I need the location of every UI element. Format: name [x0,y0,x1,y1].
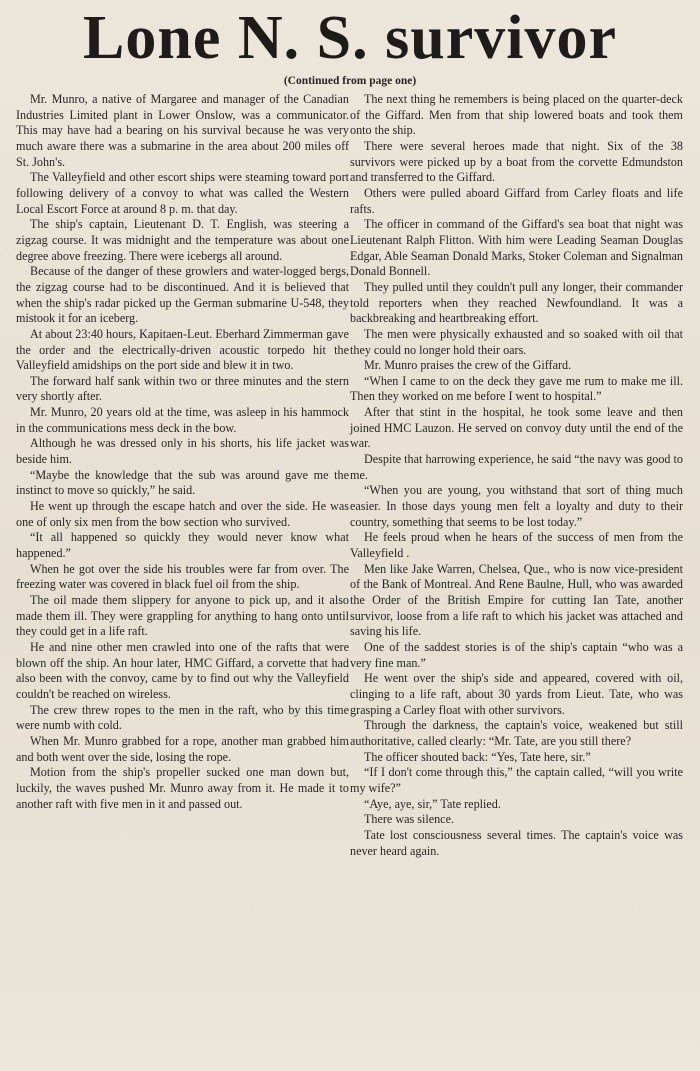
paragraph: The ship's captain, Lieutenant D. T. English, was steering a zigzag course. It was midnight and the temperature was about one degree above freezing. There were icebergs all around. [16,217,349,263]
paragraph: The forward half sank within two or three minutes and the stern very shortly after. [16,373,349,404]
paragraph: The Valleyfield and other escort ships were steaming toward port following delivery of a convoy to what was called the Western Local Escort Force at around 8 p. m. that day. [16,170,349,216]
paragraph: Because of the danger of these growlers and water-logged bergs, the zigzag course had to be discontinued. And it is believed that when the ship's radar picked up the German submarine U-548, they mistook it for an iceberg. [16,264,349,326]
paragraph: When Mr. Munro grabbed for a rope, another man grabbed him and both went over the side, losing the rope. [16,733,349,764]
paragraph: “If I don't come through this,” the captain called, “will you write my wife?” [350,765,683,795]
continued-note: (Continued from page one) [283,75,417,87]
paragraph: “Aye, aye, sir,” Tate replied. [364,796,501,811]
paragraph: After that stint in the hospital, he took some leave and then joined HMC Lauzon. He served on convoy duty until the end of the war. [350,405,683,451]
paragraph: Motion from the ship's propeller sucked one man down but, luckily, the waves pushed Mr. Munro away from it. He made it to another raft with five men in it and passed out. [16,765,349,811]
paragraph: Although he was dressed only in his shorts, his life jacket was beside him. [16,436,349,467]
paragraph: Tate lost consciousness several times. The captain's voice was never heard again. [350,827,683,858]
paragraph: The next thing he remembers is being placed on the quarter-deck of the Giffard. Men from that ship lowered boats and took them onto the ship. [350,92,683,138]
paragraph: The crew threw ropes to the men in the raft, who by this time were numb with cold. [16,702,349,733]
paragraph: Mr. Munro, 20 years old at the time, was asleep in his hammock in the communications mess deck in the bow. [16,405,349,435]
paragraph: The officer shouted back: “Yes, Tate here, sir.” [364,749,591,764]
paragraph: Others were pulled aboard Giffard from Carley floats and life rafts. [350,185,683,216]
paragraph: “When you are young, you withstand that sort of thing much easier. In those days young men felt a loyalty and duty to their country, something that seems to be lost today.” [350,483,683,529]
paragraph: The men were physically exhausted and so soaked with oil that they could no longer hold their oars. [350,326,683,357]
article-column-right [350,92,683,859]
paragraph: Men like Jake Warren, Chelsea, Que., who is now vice-president of the Bank of Montreal. And Rene Baulne, Hull, who was awarded the Order of the British Empire for cutting Ian Tate, another survivor, loose from a life raft to which his jacket was attached and saving his life. [350,561,683,639]
paragraph: He went up through the escape hatch and over the side. He was one of only six men from the bow section who survived. [16,499,349,529]
paragraph: “It all happened so quickly they would never know what happened.” [16,530,349,561]
paragraph: At about 23:40 hours, Kapitaen-Leut. Eberhard Zimmerman gave the order and the electrically-driven acoustic torpedo hit the Valleyfield amidships on the port side and blew it in two. [16,326,349,373]
paragraph: Mr. Munro praises the crew of the Giffard. [364,358,572,373]
paragraph: “Maybe the knowledge that the sub was around gave me the instinct to move so quickly,” he said. [16,467,349,498]
paragraph: Despite that harrowing experience, he said “the navy was good to me. [350,452,683,482]
paragraph: When he got over the side his troubles were far from over. The freezing water was covered in black fuel oil from the ship. [16,561,349,592]
paragraph: He and nine other men crawled into one of the rafts that were blown off the ship. An hour later, HMC Giffard, a corvette that had also been with the convoy, came by to find out why the Valleyfield couldn't be reached on wireless. [16,639,349,701]
paragraph: There were several heroes made that night. Six of the 38 survivors were picked up by a boat from the corvette Edmundston and transferred to the Giffard. [350,138,683,185]
paragraph: The oil made them slippery for anyone to pick up, and it also made them ill. They were grappling for anything to hang onto until they could get in a life raft. [16,593,349,639]
paragraph: He went over the ship's side and appeared, covered with oil, clinging to a life raft, about 30 yards from Lieut. Tate, who was grasping a Carley float with other survivors. [350,671,683,717]
article-column-left [16,92,349,812]
paragraph: Mr. Munro, a native of Margaree and manager of the Canadian Industries Limited plant in Lower Onslow, was a communicator. This may have had a bearing on his survival because he was very much aware there was a submarine in the area about 200 miles off St. John's. [16,92,349,169]
paragraph: “When I came to on the deck they gave me rum to make me ill. Then they worked on me before I went to hospital.” [350,373,683,404]
paragraph: Through the darkness, the captain's voice, weakened but still authoritative, called clearly: “Mr. Tate, are you still there? [350,718,683,748]
paragraph: The officer in command of the Giffard's sea boat that night was Lieutenant Ralph Flitton. With him were Leading Seaman Douglas Edgar, Able Seaman Donald Marks, Stoker Coleman and Signalman Donald Bonnell. [350,217,683,279]
paragraph: There was silence. [364,812,454,827]
paragraph: One of the saddest stories is of the ship's captain “who was a very fine man.” [350,639,683,670]
paragraph: He feels proud when he hears of the success of men from the Valleyfield . [350,530,683,561]
headline: Lone N. S. survivor [83,4,617,72]
paragraph: They pulled until they couldn't pull any longer, their commander told reporters when they reached Newfoundland. It was a backbreaking and heartbreaking effort. [350,279,683,326]
